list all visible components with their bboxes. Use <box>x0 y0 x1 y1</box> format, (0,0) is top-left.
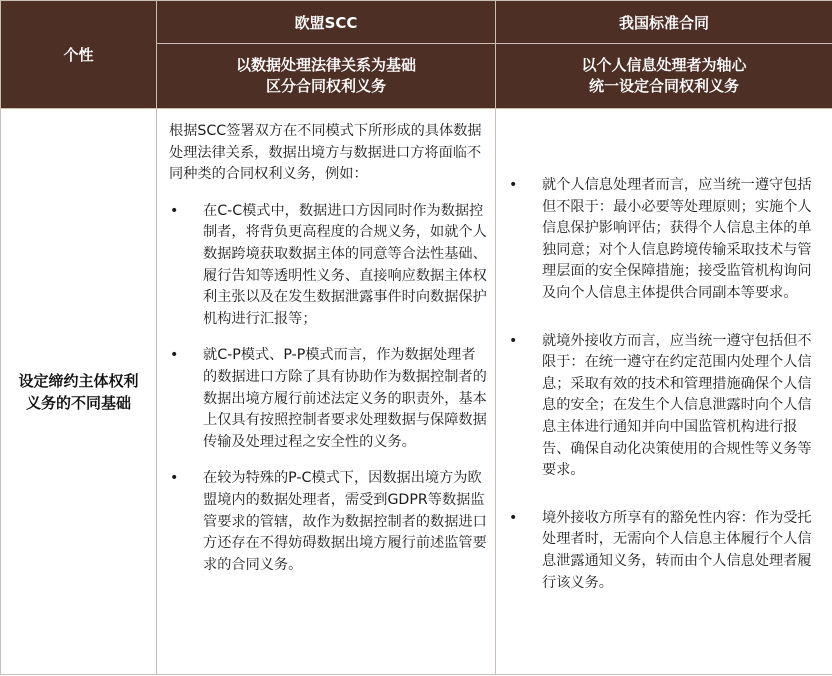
cn-bullet-list <box>496 109 832 594</box>
bullet-icon: • <box>509 177 518 193</box>
list-item <box>157 201 495 331</box>
bullet-icon: • <box>170 347 179 364</box>
list-item <box>496 175 832 305</box>
list-item-text: 在C-C模式中，数据进口方因同时作为数据控制者，将背负更高程度的合规义务，如就个人数据跨境获取数据主体的同意等合法性基础、履行告知等透明性义务、直接响应数据主体权利主张以及在发生数据泄露事件时向数据保护机构进行汇报等； <box>203 202 487 327</box>
list-item <box>496 508 832 594</box>
cn-subtitle-line-1: 以个人信息处理者为轴心 <box>581 56 747 74</box>
feature-header: 个性 <box>1 1 157 109</box>
eu-scc-header: 欧盟SCC <box>157 1 496 44</box>
list-item-text: 境外接收方所享有的豁免性内容：作为受托处理者时，无需向个人信息主体履行个人信息泄露通知义务，转而由个人信息处理者履行该义务。 <box>542 509 812 591</box>
list-item <box>496 331 832 482</box>
cn-contract-header: 我国标准合同 <box>496 1 832 44</box>
bullet-icon: • <box>509 332 518 349</box>
eu-subtitle-line-2: 区分合同权利义务 <box>265 77 386 95</box>
cn-subtitle <box>496 44 832 109</box>
list-item-text: 就境外接收方而言，应当统一遵守包括但不限于：在统一遵守在约定范围内处理个人信息；采取有效的技术和管理措施确保个人信息的安全；在发生个人信息泄露时向个人信息主体进行通知并向中国监管机构进行报告、确保自动化决策使用的合规性等义务等要求。 <box>542 332 812 479</box>
list-item-text: 就C-P模式、P-P模式而言，作为数据处理者的数据进口方除了具有协助作为数据控制者的数据出境方履行前述法定义务的职责外，基本上仅具有按照控制者要求处理数据与保障数据传输及处理过程之安全性的义务。 <box>203 347 487 450</box>
eu-bullet-list <box>157 201 495 577</box>
list-item-text: 在较为特殊的P-C模式下，因数据出境方为欧盟境内的数据处理者，需受到GDPR等数据监管要求的管辖，故作为数据控制者的数据进口方还存在不得妨碍数据出境方履行前述监管要求的合同义务。 <box>203 470 487 573</box>
list-item <box>157 468 495 576</box>
eu-subtitle-line-1: 以数据处理法律关系为基础 <box>235 56 416 74</box>
eu-intro-paragraph: 根据SCC签署双方在不同模式下所形成的具体数据处理法律关系，数据出境方与数据进口方将面临不同种类的合同权利义务，例如： <box>169 123 482 183</box>
row-label-line-1: 设定缔约主体权利 <box>18 371 139 390</box>
list-item-text: 就个人信息处理者而言，应当统一遵守包括但不限于：最小必要等处理原则；实施个人信息保护影响评估；获得个人信息主体的单独同意；对个人信息跨境传输采取技术与管理层面的安全保障措施；接受监管机构询问及向个人信息主体提供合同副本等要求。 <box>542 177 812 301</box>
cn-content-cell <box>496 109 832 675</box>
bullet-icon: • <box>170 202 179 219</box>
eu-subtitle <box>157 44 496 109</box>
eu-content-cell <box>157 109 496 675</box>
bullet-icon: • <box>509 509 518 526</box>
row-label <box>1 109 157 675</box>
row-label-line-2: 义务的不同基础 <box>25 393 131 412</box>
list-item <box>157 345 495 453</box>
cn-subtitle-line-2: 统一设定合同权利义务 <box>588 77 739 95</box>
bullet-icon: • <box>170 470 179 487</box>
